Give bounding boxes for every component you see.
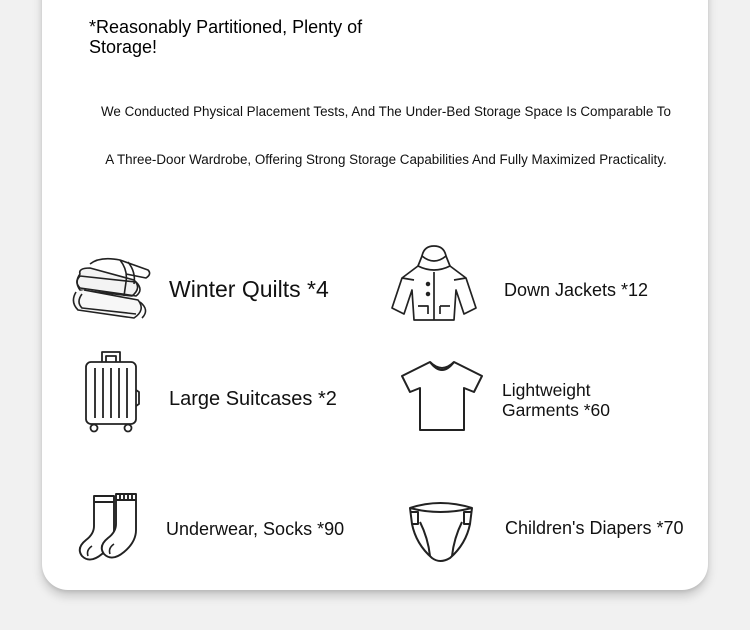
item-label-winter-quilts: Winter Quilts *4 [169,276,329,302]
t-shirt-icon [400,358,486,434]
item-label-lightweight-garments-line-2: Garments *60 [502,400,610,420]
item-label-lightweight-garments [502,380,610,420]
item-label-large-suitcases: Large Suitcases *2 [169,388,337,410]
description-line-1: We Conducted Physical Placement Tests, And The Under-Bed Storage Space Is Comparable To [101,104,671,119]
item-label-down-jackets: Down Jackets *12 [504,280,649,300]
item-label-childrens-diapers: Children's Diapers *70 [505,518,684,538]
suitcase-icon [82,350,142,434]
down-jacket-icon [388,244,480,324]
section-heading: *Reasonably Partitioned, Plenty of Storage! [89,17,363,57]
description-line-2: A Three-Door Wardrobe, Offering Strong Storage Capabilities And Fully Maximized Practicality. [105,152,667,167]
item-label-underwear-socks: Underwear, Socks *90 [166,519,345,539]
diaper-icon [404,498,478,566]
item-label-lightweight-garments-line-1: Lightweight [502,380,591,400]
folded-quilt-icon [70,252,154,326]
socks-icon [76,492,142,566]
